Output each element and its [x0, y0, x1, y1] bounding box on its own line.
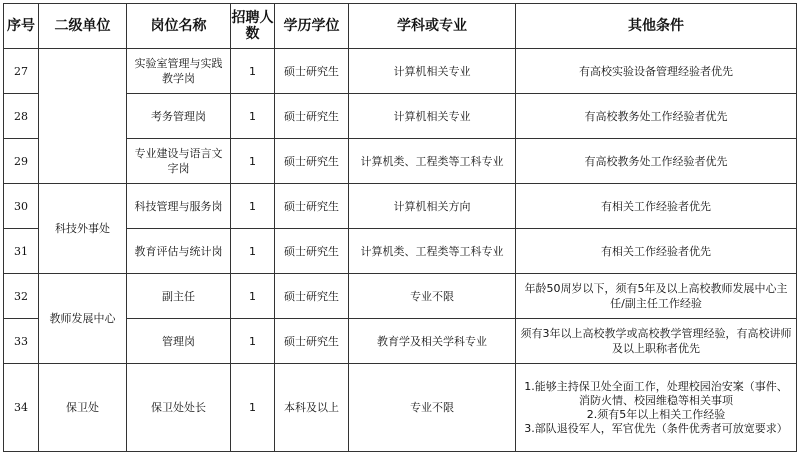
col-header-unit: 二级单位 [39, 4, 127, 49]
post-cell: 副主任 [127, 274, 231, 319]
header-row [4, 4, 797, 49]
post-cell: 教育评估与统计岗 [127, 229, 231, 274]
other-cell: 1.能够主持保卫处全面工作，处理校园治安案（事件、消防火情、校园维稳等相关事项 2.须有5年以上相关工作经验 3.部队退役军人，军官优先（条件优秀者可放宽要求） [516, 364, 797, 452]
major-cell: 计算机类、工程类等工科专业 [349, 229, 516, 274]
degree-cell: 硕士研究生 [275, 139, 349, 184]
unit-cell: 保卫处 [39, 364, 127, 452]
seq-cell: 34 [4, 364, 39, 452]
col-header-major: 学科或专业 [349, 4, 516, 49]
major-cell: 教育学及相关学科专业 [349, 319, 516, 364]
col-header-count: 招聘人数 [231, 4, 275, 49]
col-header-other: 其他条件 [516, 4, 797, 49]
unit-cell-empty [39, 49, 127, 184]
major-cell: 计算机相关专业 [349, 94, 516, 139]
other-cell: 年龄50周岁以下，须有5年及以上高校教师发展中心主任/副主任工作经验 [516, 274, 797, 319]
other-cell: 有相关工作经验者优先 [516, 229, 797, 274]
unit-cell: 科技外事处 [39, 184, 127, 274]
unit-cell: 教师发展中心 [39, 274, 127, 364]
post-cell: 科技管理与服务岗 [127, 184, 231, 229]
count-cell: 1 [231, 229, 275, 274]
table-row [4, 274, 797, 319]
recruitment-table [3, 3, 797, 452]
seq-cell: 32 [4, 274, 39, 319]
table-row [4, 184, 797, 229]
seq-cell: 30 [4, 184, 39, 229]
degree-cell: 硕士研究生 [275, 229, 349, 274]
major-cell: 计算机相关专业 [349, 49, 516, 94]
other-cell: 有相关工作经验者优先 [516, 184, 797, 229]
degree-cell: 本科及以上 [275, 364, 349, 452]
table-row [4, 49, 797, 94]
seq-cell: 27 [4, 49, 39, 94]
post-cell: 保卫处处长 [127, 364, 231, 452]
other-cell: 须有3年以上高校教学或高校教学管理经验，有高校讲师及以上职称者优先 [516, 319, 797, 364]
count-cell: 1 [231, 49, 275, 94]
post-cell: 考务管理岗 [127, 94, 231, 139]
table-row [4, 364, 797, 452]
other-cell: 有高校实验设备管理经验者优先 [516, 49, 797, 94]
col-header-post: 岗位名称 [127, 4, 231, 49]
post-cell: 管理岗 [127, 319, 231, 364]
seq-cell: 33 [4, 319, 39, 364]
other-cell: 有高校教务处工作经验者优先 [516, 139, 797, 184]
degree-cell: 硕士研究生 [275, 184, 349, 229]
col-header-seq: 序号 [4, 4, 39, 49]
major-cell: 计算机类、工程类等工科专业 [349, 139, 516, 184]
post-cell: 专业建设与语言文字岗 [127, 139, 231, 184]
seq-cell: 31 [4, 229, 39, 274]
count-cell: 1 [231, 274, 275, 319]
count-cell: 1 [231, 319, 275, 364]
count-cell: 1 [231, 184, 275, 229]
major-cell: 专业不限 [349, 364, 516, 452]
degree-cell: 硕士研究生 [275, 274, 349, 319]
seq-cell: 29 [4, 139, 39, 184]
degree-cell: 硕士研究生 [275, 94, 349, 139]
degree-cell: 硕士研究生 [275, 319, 349, 364]
count-cell: 1 [231, 139, 275, 184]
post-cell: 实验室管理与实践教学岗 [127, 49, 231, 94]
seq-cell: 28 [4, 94, 39, 139]
other-cell: 有高校教务处工作经验者优先 [516, 94, 797, 139]
count-cell: 1 [231, 94, 275, 139]
col-header-degree: 学历学位 [275, 4, 349, 49]
count-cell: 1 [231, 364, 275, 452]
major-cell: 专业不限 [349, 274, 516, 319]
major-cell: 计算机相关方向 [349, 184, 516, 229]
degree-cell: 硕士研究生 [275, 49, 349, 94]
